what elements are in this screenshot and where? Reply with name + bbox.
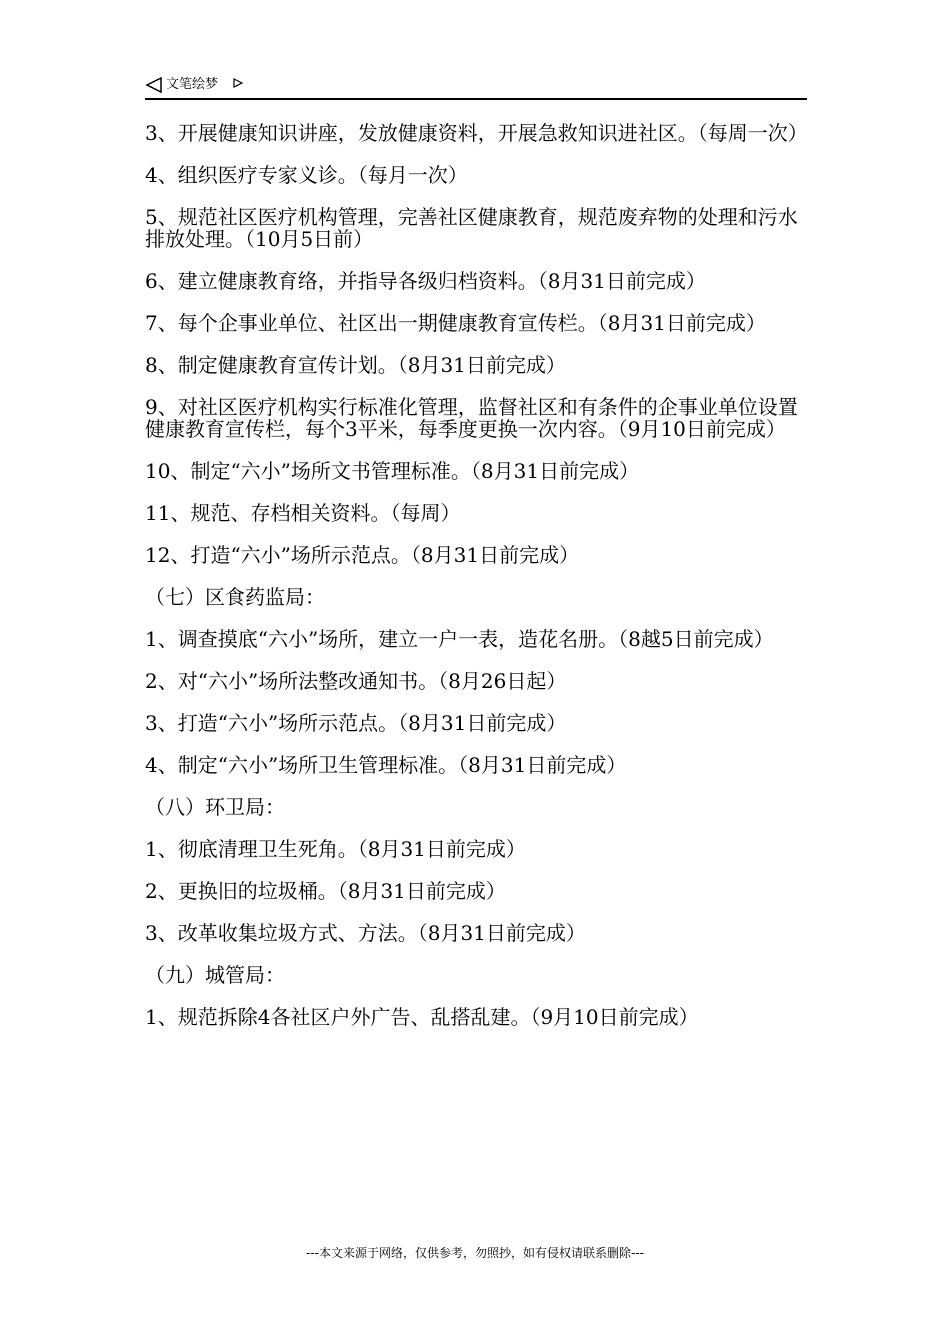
paragraph: 12、打造“六小”场所示范点。（8月31日前完成） <box>145 543 580 567</box>
paragraph: 4、组织医疗专家义诊。（每月一次） <box>145 163 468 187</box>
triangle-left-outline-icon <box>145 76 163 94</box>
section-heading: （八）环卫局： <box>145 795 285 819</box>
page-header <box>145 74 807 100</box>
paragraph: 3、开展健康知识讲座，发放健康资料，开展急救知识进社区。（每周一次） <box>145 121 808 145</box>
section-heading: （七）区食药监局： <box>145 585 325 609</box>
paragraph: 1、规范拆除4各社区户外广告、乱搭乱建。（9月10日前完成） <box>145 1005 699 1029</box>
paragraph: 5、规范社区医疗机构管理，完善社区健康教育，规范废弃物的处理和污水排放处理。（10月5日前） <box>145 205 798 251</box>
paragraph: 2、对“六小”场所法整改通知书。（8月26日起） <box>145 669 567 693</box>
paragraph: 1、彻底清理卫生死角。（8月31日前完成） <box>145 837 526 861</box>
section-heading: （九）城管局： <box>145 963 285 987</box>
header-title: 文笔绘梦 <box>166 77 219 92</box>
paragraph: 11、规范、存档相关资料。（每周） <box>145 501 461 525</box>
paragraph: 2、更换旧的垃圾桶。（8月31日前完成） <box>145 879 506 903</box>
triangle-right-outline-icon <box>233 78 243 88</box>
paragraph: 3、打造“六小”场所示范点。（8月31日前完成） <box>145 711 567 735</box>
paragraph: 3、改革收集垃圾方式、方法。（8月31日前完成） <box>145 921 586 945</box>
paragraph: 1、调查摸底“六小”场所，建立一户一表，造花名册。（8越5日前完成） <box>145 627 774 651</box>
page-footer: ---本文来源于网络，仅供参考，勿照抄，如有侵权请联系删除--- <box>306 1246 644 1260</box>
paragraph: 8、制定健康教育宣传计划。（8月31日前完成） <box>145 353 566 377</box>
document-body <box>145 122 810 1048</box>
paragraph: 7、每个企事业单位、社区出一期健康教育宣传栏。（8月31日前完成） <box>145 311 766 335</box>
paragraph: 6、建立健康教育络，并指导各级归档资料。（8月31日前完成） <box>145 269 706 293</box>
paragraph: 4、制定“六小”场所卫生管理标准。（8月31日前完成） <box>145 753 627 777</box>
paragraph: 9、对社区医疗机构实行标准化管理，监督社区和有条件的企事业单位设置健康教育宣传栏，每个3平米，每季度更换一次内容。（9月10日前完成） <box>145 395 798 441</box>
paragraph: 10、制定“六小”场所文书管理标准。（8月31日前完成） <box>145 459 640 483</box>
